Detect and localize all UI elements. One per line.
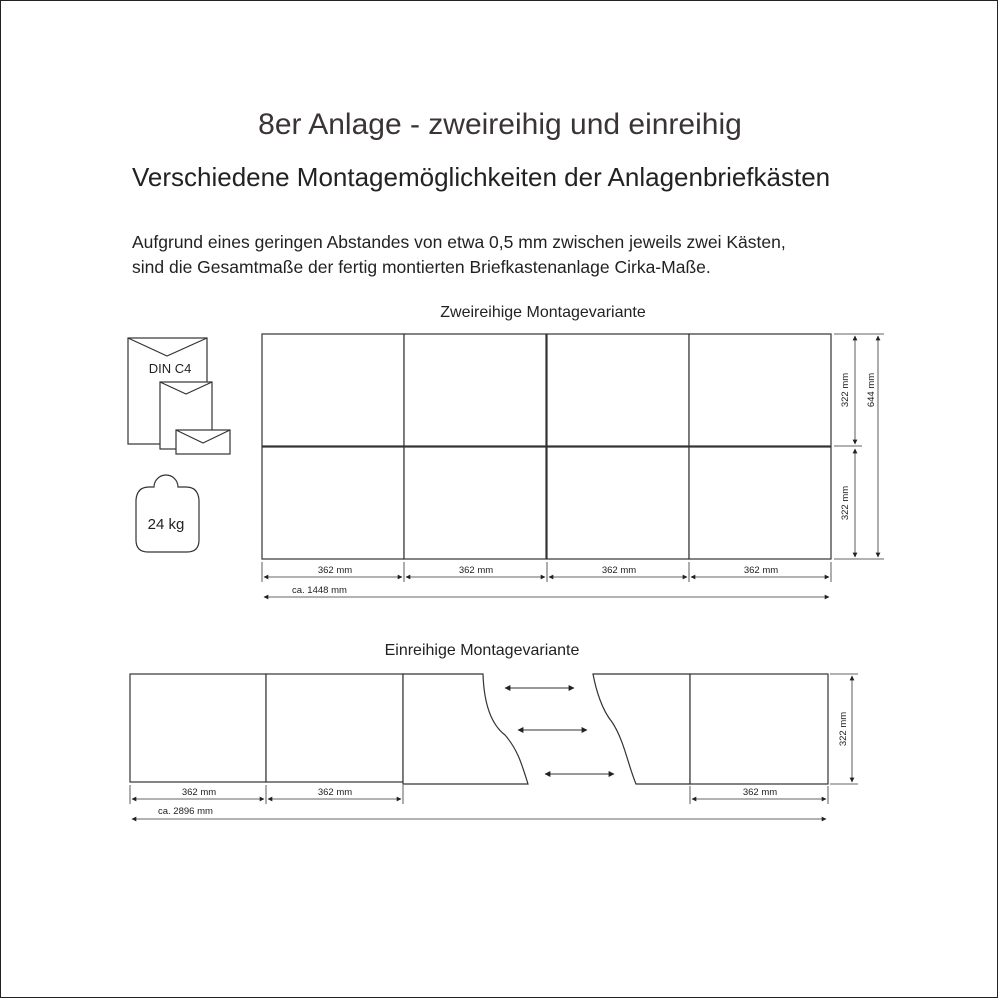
weight-icon [136, 475, 199, 552]
mailbox-single-8 [690, 674, 828, 784]
mailbox-r2c4 [689, 447, 831, 559]
mailbox-single-7-cut [593, 674, 690, 784]
one-row-boxes [130, 674, 828, 784]
mailbox-single-3-cut [403, 674, 528, 784]
page-title: 8er Anlage - zweireihig und einreihig [258, 108, 742, 141]
mailbox-r2c2 [404, 447, 546, 559]
one-row-width-2: 362 mm [317, 787, 353, 798]
note-line-1: Aufgrund eines geringen Abstandes von etwa 0,5 mm zwischen jeweils zwei Kästen, [132, 232, 786, 252]
two-row-bottom-height: 322 mm [840, 485, 851, 521]
continuation-arrows [505, 688, 614, 774]
mailbox-single-2 [266, 674, 403, 782]
one-row-heading: Einreihige Montagevariante [384, 642, 580, 659]
mailbox-r2c1 [262, 447, 404, 559]
two-row-col1-width: 362 mm [317, 565, 353, 576]
two-row-total-height: 644 mm [866, 372, 877, 408]
two-row-col2-width: 362 mm [458, 565, 494, 576]
two-row-top-height: 322 mm [840, 372, 851, 408]
two-row-boxes [262, 334, 831, 559]
one-row-total-width: ca. 2896 mm [158, 806, 213, 817]
mailbox-r1c4 [689, 334, 831, 446]
two-row-total-width: ca. 1448 mm [292, 585, 347, 596]
mailbox-r1c2 [404, 334, 546, 446]
weight-label: 24 kg [147, 516, 185, 533]
one-row-height: 322 mm [838, 711, 849, 747]
one-row-width-last: 362 mm [742, 787, 778, 798]
two-row-col4-width: 362 mm [743, 565, 779, 576]
two-row-heading: Zweireihige Montagevariante [440, 304, 646, 321]
one-row-width-1: 362 mm [181, 787, 217, 798]
mailbox-r1c1 [262, 334, 404, 446]
mailbox-r2c3 [547, 447, 689, 559]
envelope-label: DIN C4 [148, 361, 192, 376]
note-line-2: sind die Gesamtmaße der fertig montierten Briefkastenanlage Cirka-Maße. [132, 257, 711, 277]
two-row-col3-width: 362 mm [601, 565, 637, 576]
mailbox-single-1 [130, 674, 266, 782]
page-subtitle: Verschiedene Montagemöglichkeiten der Anlagenbriefkästen [132, 162, 831, 192]
mailbox-r1c3 [547, 334, 689, 446]
envelope-icon [128, 338, 230, 454]
